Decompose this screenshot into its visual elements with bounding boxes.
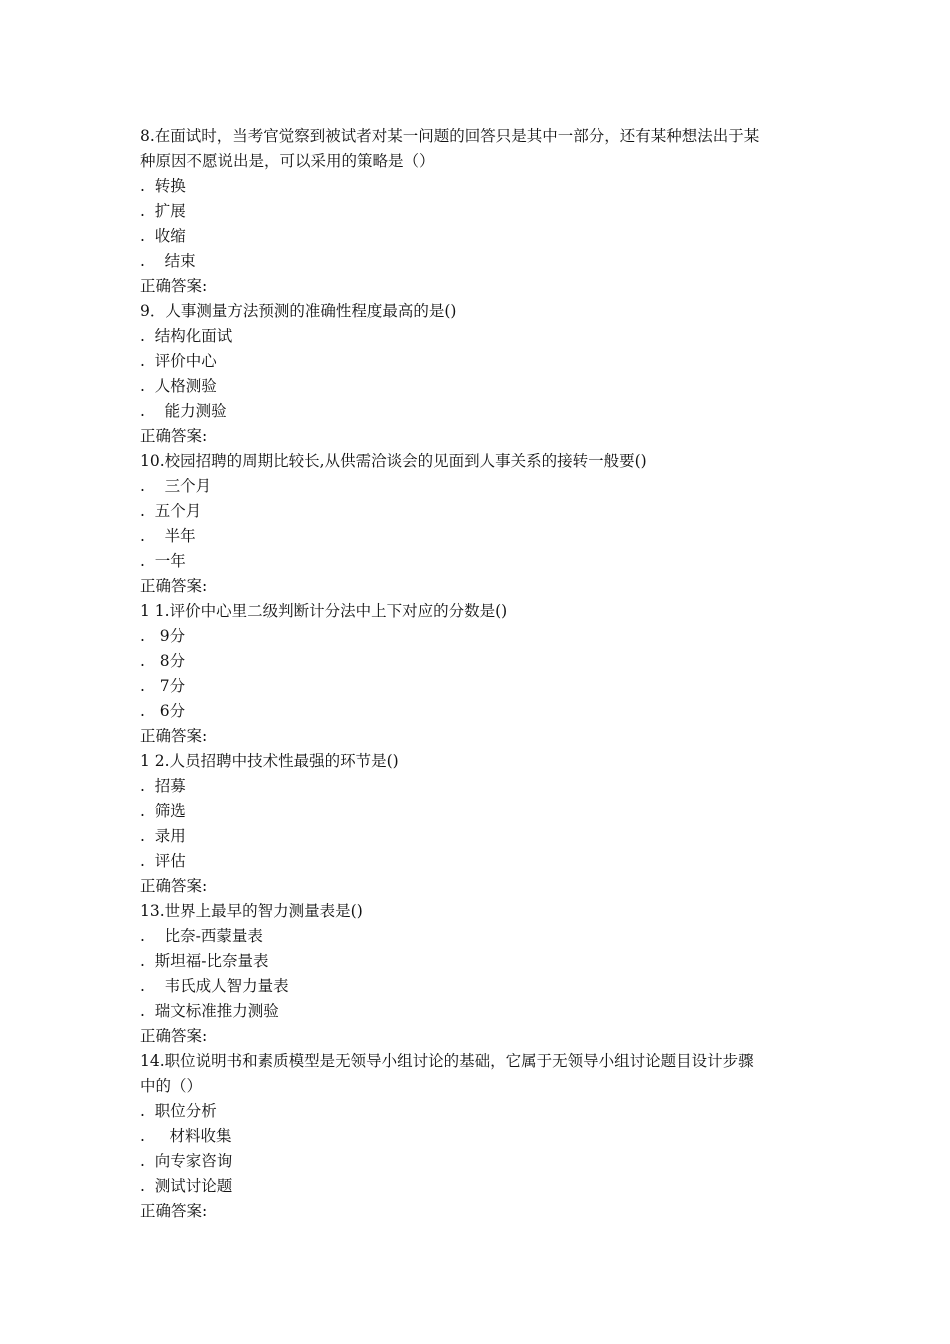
- option-item: . 6分: [140, 702, 186, 720]
- document-page: [140, 124, 820, 1224]
- question-stem: 1 2.人员招聘中技术性最强的环节是(): [140, 752, 399, 770]
- option-item: . 9分: [140, 627, 186, 645]
- option-item: . 一年: [140, 552, 186, 570]
- option-item: . 材料收集: [140, 1127, 232, 1145]
- answer-label: 正确答案:: [140, 727, 208, 745]
- question-block: [140, 899, 820, 1049]
- option-item: . 7分: [140, 677, 186, 695]
- question-stem: 8.在面试时，当考官觉察到被试者对某一问题的回答只是其中一部分，还有某种想法出于某: [140, 127, 760, 145]
- question-block: [140, 449, 820, 599]
- option-item: . 8分: [140, 652, 186, 670]
- option-item: . 瑞文标准推力测验: [140, 1002, 279, 1020]
- option-item: . 评估: [140, 852, 186, 870]
- question-block: [140, 599, 820, 749]
- question-block: [140, 124, 820, 299]
- answer-label: 正确答案:: [140, 427, 208, 445]
- option-item: . 五个月: [140, 502, 202, 520]
- option-item: . 收缩: [140, 227, 186, 245]
- option-item: . 测试讨论题: [140, 1177, 233, 1195]
- question-stem: 中的（）: [140, 1077, 203, 1095]
- option-item: . 结构化面试: [140, 327, 233, 345]
- question-stem: 10.校园招聘的周期比较长,从供需洽谈会的见面到人事关系的接转一般要(): [140, 452, 647, 470]
- option-item: . 评价中心: [140, 352, 217, 370]
- answer-label: 正确答案:: [140, 877, 208, 895]
- option-item: . 半年: [140, 527, 196, 545]
- answer-label: 正确答案:: [140, 1202, 208, 1220]
- option-item: . 三个月: [140, 477, 212, 495]
- option-item: . 筛选: [140, 802, 186, 820]
- question-block: [140, 749, 820, 899]
- question-stem: 9．人事测量方法预测的准确性程度最高的是(): [140, 302, 457, 320]
- option-item: . 录用: [140, 827, 186, 845]
- answer-label: 正确答案:: [140, 577, 208, 595]
- option-item: . 能力测验: [140, 402, 227, 420]
- option-item: . 斯坦福-比奈量表: [140, 952, 269, 970]
- option-item: . 向专家咨询: [140, 1152, 233, 1170]
- question-stem: 13.世界上最早的智力测量表是(): [140, 902, 363, 920]
- answer-label: 正确答案:: [140, 1027, 208, 1045]
- question-stem: 1 1.评价中心里二级判断计分法中上下对应的分数是(): [140, 602, 508, 620]
- question-block: [140, 1049, 820, 1224]
- option-item: . 比奈-西蒙量表: [140, 927, 263, 945]
- option-item: . 韦氏成人智力量表: [140, 977, 289, 995]
- option-item: . 人格测验: [140, 377, 217, 395]
- question-stem: 种原因不愿说出是，可以采用的策略是（）: [140, 152, 435, 170]
- option-item: . 扩展: [140, 202, 186, 220]
- question-stem: 14.职位说明书和素质模型是无领导小组讨论的基础，它属于无领导小组讨论题目设计步骤: [140, 1052, 754, 1070]
- question-block: [140, 299, 820, 449]
- option-item: . 结束: [140, 252, 196, 270]
- option-item: . 转换: [140, 177, 186, 195]
- answer-label: 正确答案:: [140, 277, 208, 295]
- option-item: . 招募: [140, 777, 186, 795]
- option-item: . 职位分析: [140, 1102, 217, 1120]
